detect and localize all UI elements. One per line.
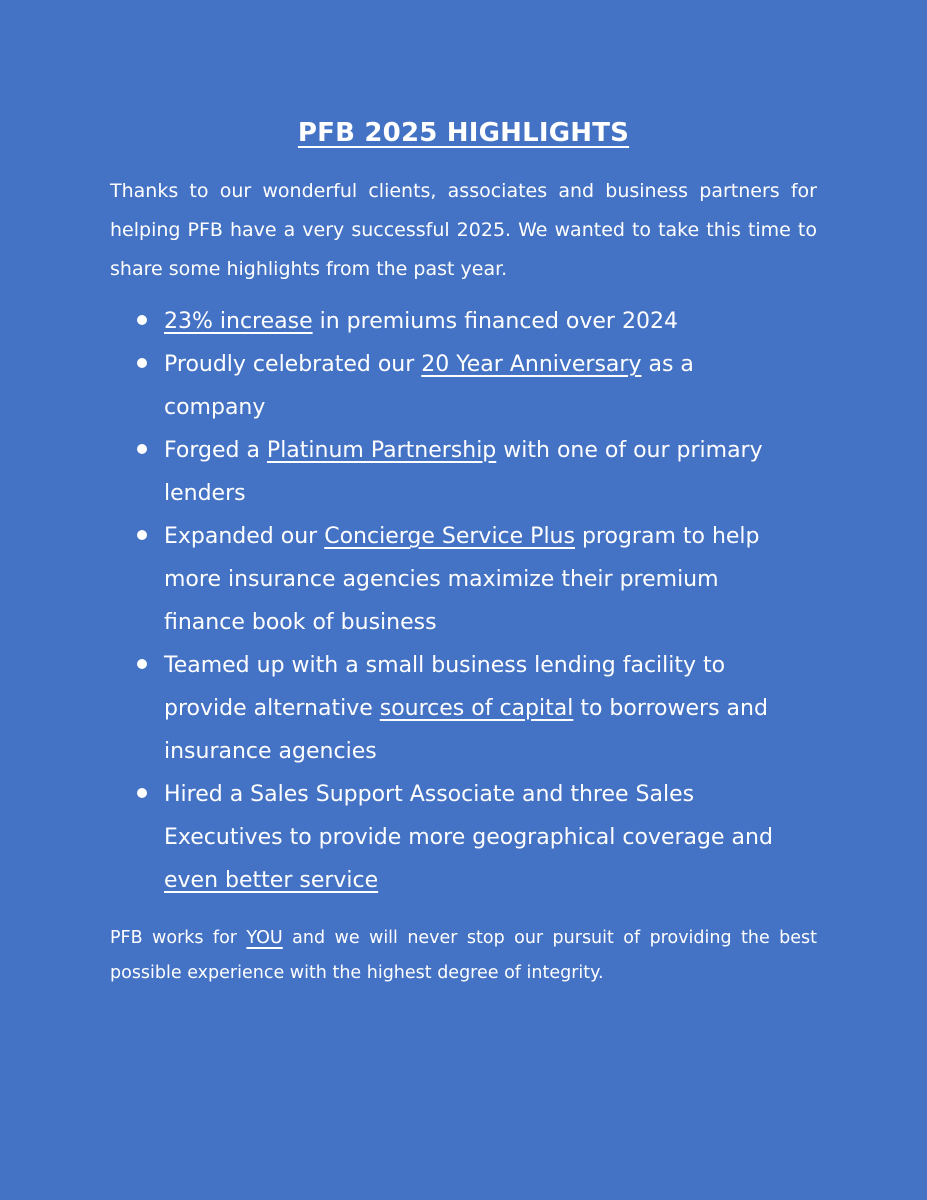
highlight-text: Forged a [164, 438, 267, 463]
highlight-link: Concierge Service Plus [324, 524, 575, 549]
page-title [0, 114, 927, 152]
intro-paragraph: Thanks to our wonderful clients, associates and business partners for helping PFB have a very successful 2025. We wanted to take this time to share some highlights from the past year. [110, 180, 817, 280]
closing-text: and we will never stop our pursuit of providing the best possible experience with the highest degree of integrity. [110, 928, 818, 983]
bullet-icon [137, 788, 147, 798]
closing-text: PFB works for [110, 928, 247, 948]
highlight-item [135, 300, 795, 343]
highlight-text: Expanded our [164, 524, 325, 549]
title-text: PFB 2025 HIGHLIGHTS [297, 118, 630, 148]
highlight-text: as a company [164, 352, 694, 420]
closing-emphasis: YOU [246, 928, 283, 948]
highlight-item [135, 429, 795, 515]
highlight-text: in premiums financed over 2024 [312, 309, 678, 334]
highlights-list [135, 300, 795, 902]
highlight-link: sources of capital [379, 696, 574, 721]
highlight-item [135, 773, 795, 902]
closing-paragraph [110, 921, 817, 991]
highlight-text: Proudly celebrated our [164, 352, 422, 377]
bullet-icon [137, 358, 147, 368]
highlight-link: 23% increase [164, 309, 313, 334]
highlight-item [135, 515, 795, 644]
highlight-text: Hired a Sales Support Associate and three Sales Executives to provide more geographical coverage and [164, 782, 773, 850]
highlight-text: with one of our primary lenders [164, 438, 763, 506]
highlight-text: to borrowers and insurance agencies [164, 696, 768, 764]
highlight-link: even better service [164, 868, 379, 893]
bullet-icon [137, 444, 147, 454]
highlight-link: 20 Year Anniversary [421, 352, 642, 377]
bullet-icon [137, 530, 147, 540]
highlight-link: Platinum Partnership [266, 438, 497, 463]
highlight-item [135, 343, 795, 429]
highlight-text: program to help more insurance agencies maximize their premium finance book of business [164, 524, 760, 635]
bullet-icon [137, 315, 147, 325]
highlight-item [135, 644, 795, 773]
highlight-text: Teamed up with a small business lending facility to provide alternative [164, 653, 726, 721]
bullet-icon [137, 659, 147, 669]
